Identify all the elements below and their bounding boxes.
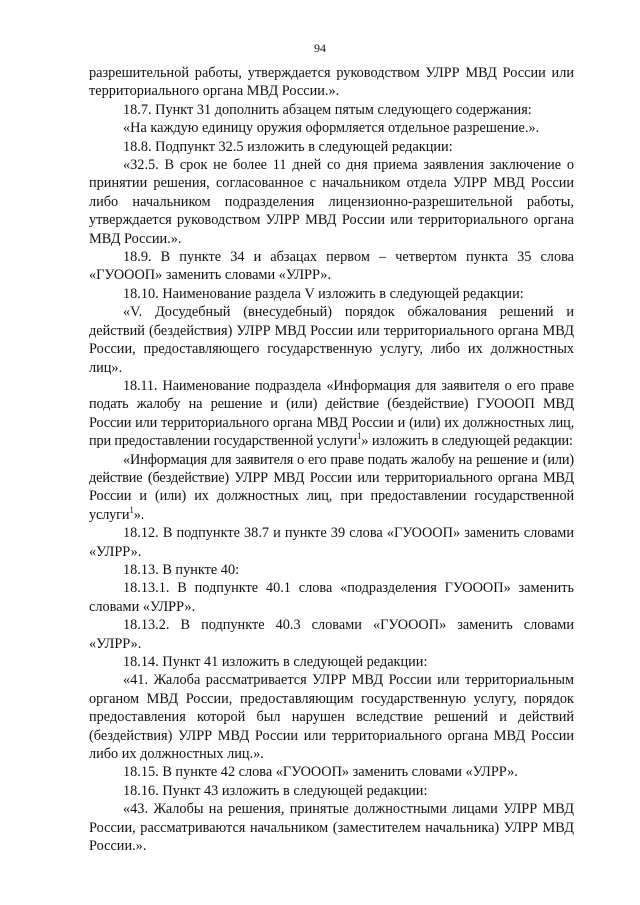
paragraph: 18.13.2. В подпункте 40.3 словами «ГУОООП» заменить словами «УЛРР».: [89, 617, 574, 652]
paragraph-text-tail: ».: [133, 506, 145, 523]
paragraph: «V. Досудебный (внесудебный) порядок обжалования решений и действий (бездействия) УЛРР МВД России или территориального органа МВД России, предоставляющего государственную услугу, либо их должностных лиц».: [89, 304, 574, 376]
footnote-marker: 1: [357, 431, 362, 442]
paragraph: 18.12. В подпункте 38.7 и пункте 39 слова «ГУОООП» заменить словами «УЛРР».: [89, 525, 574, 560]
paragraph: «На каждую единицу оружия оформляется отдельное разрешение.».: [123, 120, 540, 137]
paragraph: 18.13.1. В подпункте 40.1 слова «подразделения ГУОООП» заменить словами «УЛРР».: [89, 580, 574, 615]
paragraph: [89, 451, 574, 525]
page-number: 94: [314, 41, 326, 55]
paragraph: 18.13. В пункте 40:: [123, 561, 240, 578]
paragraph: 18.8. Подпункт 32.5 изложить в следующей редакции:: [123, 138, 453, 155]
document-body: [89, 64, 574, 855]
paragraph: 18.15. В пункте 42 слова «ГУОООП» заменить словами «УЛРР».: [123, 764, 518, 781]
paragraph: 18.14. Пункт 41 изложить в следующей редакции:: [123, 654, 428, 670]
paragraph: [89, 377, 574, 451]
paragraph: разрешительной работы, утверждается руководством УЛРР МВД России или территориального органа МВД России.».: [89, 65, 574, 100]
paragraph: 18.10. Наименование раздела V изложить в следующей редакции:: [123, 285, 524, 302]
paragraph: 18.16. Пункт 43 изложить в следующей редакции:: [123, 782, 428, 799]
paragraph: «32.5. В срок не более 11 дней со дня приема заявления заключение о принятии решения, согласованное с начальником отдела УЛРР МВД России либо начальником подразделения лицензионно-разрешительной работы, утверждается руководством УЛРР МВД России или территориального органа МВД России.».: [89, 157, 574, 247]
paragraph: «41. Жалоба рассматривается УЛРР МВД России или территориальным органом МВД России, предоставляющим государственную услугу, порядок предоставления которой был нарушен вследствие решений и действий (бездействия) УЛРР МВД России или территориального органа МВД России либо их должностных лиц.».: [89, 672, 574, 763]
paragraph-text-tail: » изложить в следующей редакции:: [361, 433, 573, 450]
paragraph-text: «Информация для заявителя о его праве подать жалобу на решение и (или) действие (бездействие) УЛРР МВД России или территориального органа МВД России и (или) их должностных лиц, при предоставлении государственной услуги: [89, 451, 574, 523]
paragraph: 18.7. Пункт 31 дополнить абзацем пятым следующего содержания:: [123, 101, 532, 118]
paragraph: 18.9. В пункте 34 и абзацах первом – четвертом пункта 35 слова «ГУОООП» заменить словами «УЛРР».: [89, 249, 574, 284]
paragraph-text: 18.11. Наименование подраздела «Информация для заявителя о его праве подать жалобу на решение и (или) действие (бездействие) ГУОООП МВД России или территориального органа МВД России и (или) их должностных лиц, при предоставлении государственной услуги: [89, 377, 574, 450]
paragraph: «43. Жалобы на решения, принятые должностными лицами УЛРР МВД России, рассматриваются начальником (заместителем начальника) УЛРР МВД России.».: [89, 801, 574, 855]
footnote-marker: 1: [129, 504, 134, 515]
